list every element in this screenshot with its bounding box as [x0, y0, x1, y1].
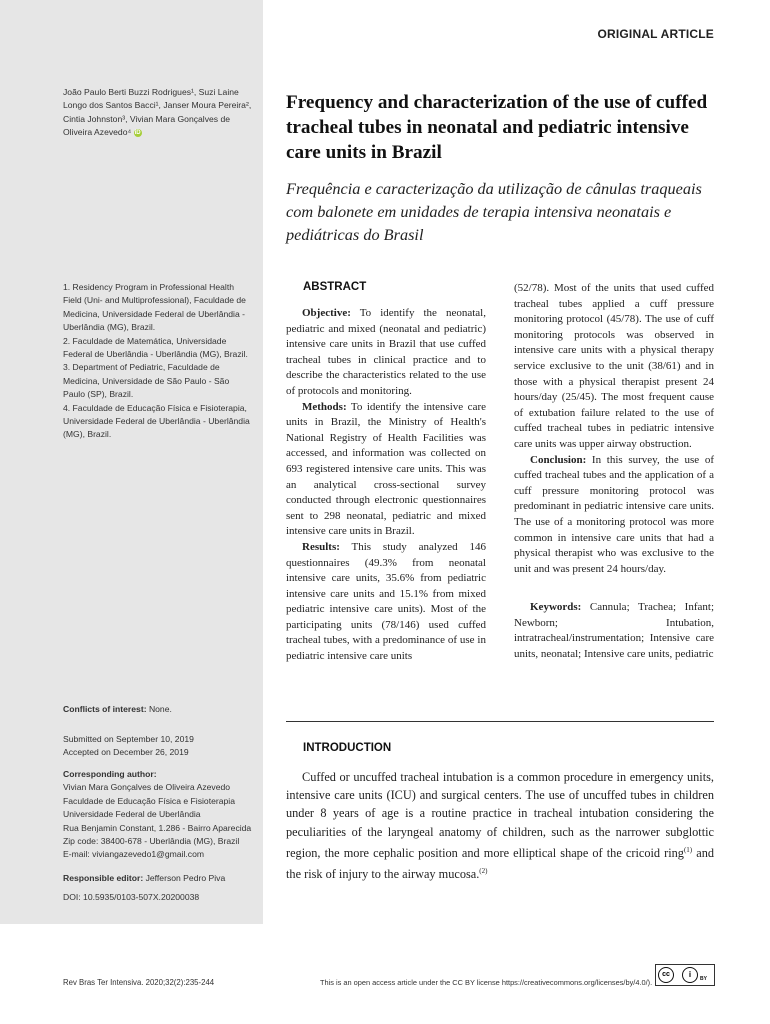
accepted-date: Accepted on December 26, 2019 — [63, 747, 189, 758]
corresponding-author — [63, 768, 253, 862]
journal-citation: Rev Bras Ter Intensiva. 2020;32(2):235-244 — [63, 978, 215, 987]
attribution-icon: i — [682, 967, 698, 983]
results-text: This study analyzed 146 questionnaires (49.3% from neonatal intensive care units, 35.6% from pediatric intensive care units and 15.1% from mixed pediatric intensive care units). Most of the participating units (78/146) used cuffed tracheal tubes, with a predominance of use in pediatric intensive care units — [286, 540, 486, 663]
authors-text: João Paulo Berti Buzzi Rodrigues¹, Suzi Laine Longo dos Santos Bacci¹, Janser Moura Pereira², Cintia Johnston³, Vivian Mara Gonçalves de Oliveira Azevedo⁴ — [63, 87, 252, 138]
editor-label: Responsible editor: — [63, 873, 144, 883]
article-title: Frequency and characterization of the use of cuffed tracheal tubes in neonatal and pediatric intensive care units in Brazil — [286, 92, 708, 163]
introduction-body — [286, 768, 714, 883]
conflicts-label: Conflicts of interest: — [63, 704, 147, 714]
submission-dates — [63, 733, 253, 760]
corresponding-line: Vivian Mara Gonçalves de Oliveira Azevedo — [63, 782, 231, 793]
corresponding-line: Faculdade de Educação Física e Fisioterapia — [63, 795, 235, 806]
abstract-column-right — [514, 281, 714, 663]
corresponding-email[interactable]: E-mail: viviangazevedo1@gmail.com — [63, 849, 205, 860]
results-label: Results: — [302, 540, 340, 553]
objective-text: To identify the neonatal, pediatric and mixed (neonatal and pediatric) intensive care units in Brazil that use cuffed tracheal tubes in clinical practice and to describe the characteristics related to the use of protocols and monitoring. — [286, 307, 486, 397]
intro-text-a: Cuffed or uncuffed tracheal intubation is a common procedure in emergency units, intensive care units (ICU) and surgical centers. The use of uncuffed tubes in children under 8 years of age is a routine practice in tracheal intubation considering the peculiarities of the laryngeal anatomy of children, such as the narrower subglottic region, the more cephalic position and more elliptical shape of the cricoid ring — [286, 770, 714, 860]
keywords-text: Cannula; Trachea; Infant; Newborn; Intubation, intratracheal/instrumentation; Intensive care units, neonatal; Intensive care units, pediatric — [514, 601, 714, 661]
methods-label: Methods: — [302, 400, 347, 413]
methods-text: To identify the intensive care units in Brazil, the Ministry of Health's National Registry of Health Facilities was accessed, and information was collected on 693 registered intensive care units. This was an analytical cross-sectional survey conducted through electronic questionnaires sent to 298 neonatal, pediatric and mixed intensive care units in Brazil. — [286, 400, 486, 538]
affiliation-item: 4. Faculdade de Educação Física e Fisioterapia, Universidade Federal de Uberlândia - Uberlândia (MG), Brazil. — [63, 402, 250, 440]
doi[interactable]: DOI: 10.5935/0103-507X.20200038 — [63, 892, 200, 902]
abstract-heading: ABSTRACT — [303, 281, 367, 293]
section-divider — [286, 721, 714, 722]
introduction-heading: INTRODUCTION — [303, 742, 392, 754]
corresponding-line: Universidade Federal de Uberlândia — [63, 809, 201, 820]
license-statement[interactable]: This is an open access article under the CC BY license https://creativecommons.org/licenses/by/4.0/). — [320, 978, 653, 987]
reference-link[interactable]: (1) — [683, 845, 693, 854]
article-subtitle: Frequência e caracterização da utilização de cânulas traqueais com balonete em unidades de terapia intensiva neonatais e pediátricas do Brasil — [286, 179, 702, 244]
corresponding-label: Corresponding author: — [63, 769, 157, 779]
responsible-editor — [63, 872, 253, 885]
affiliation-item: 3. Department of Pediatric, Faculdade de Medicina, Universidade de São Paulo - São Paulo (SP), Brazil. — [63, 362, 230, 400]
objective-label: Objective: — [302, 307, 351, 319]
orcid-icon[interactable]: iD — [134, 130, 141, 137]
corresponding-line: Rua Benjamin Constant, 1.286 - Bairro Aparecida — [63, 822, 252, 833]
affiliation-item: 1. Residency Program in Professional Health Field (Uni- and Multiprofessional), Faculdade de Medicina, Universidade Federal de Uberlândia - Uberlândia (MG), Brazil. — [63, 282, 246, 333]
affiliation-item: 2. Faculdade de Matemática, Universidade Federal de Uberlândia - Uberlândia (MG), Brazil. — [63, 335, 248, 360]
conflicts-of-interest — [63, 703, 253, 716]
editor-value: Jefferson Pedro Piva — [143, 873, 226, 883]
cc-by-icon[interactable] — [655, 964, 715, 986]
by-label: BY — [700, 976, 707, 982]
intro-text-b: and the risk of injury to the airway mucosa. — [286, 845, 714, 882]
submitted-date: Submitted on September 10, 2019 — [63, 734, 194, 744]
abstract-column-left — [286, 306, 486, 665]
reference-link[interactable]: (2) — [479, 867, 488, 876]
article-type-badge: ORIGINAL ARTICLE — [597, 27, 714, 41]
author-list — [63, 86, 253, 140]
conflicts-value: None. — [146, 704, 172, 714]
affiliations — [63, 281, 253, 442]
cc-icon: cc — [658, 967, 674, 983]
corresponding-line: Zip code: 38400-678 - Uberlândia (MG), Brazil — [63, 836, 240, 847]
conclusion-label: Conclusion: — [530, 453, 587, 466]
conclusion-text: In this survey, the use of cuffed tracheal tubes and the application of a cuff pressure monitoring protocol was predominant in pediatric intensive care units. The use of a monitoring protocol was more common in intensive care units that had a physical therapist who was exclusive to the unit and was present 24 hours/day. — [514, 453, 714, 575]
keywords-label: Keywords: — [530, 601, 582, 614]
results-continued: (52/78). Most of the units that used cuffed tracheal tubes applied a cuff pressure monitoring protocol (45/78). The use of cuff monitoring protocols was observed in intensive care units with a physical therapy service exclusive to the unit (38/61) and in those with a physical therapist present 24 hours/day (25/45). The most frequent cause of extubation failure related to the use of cuffed tracheal tubes in pediatric intensive care units was upper airway obstruction. — [514, 282, 714, 450]
